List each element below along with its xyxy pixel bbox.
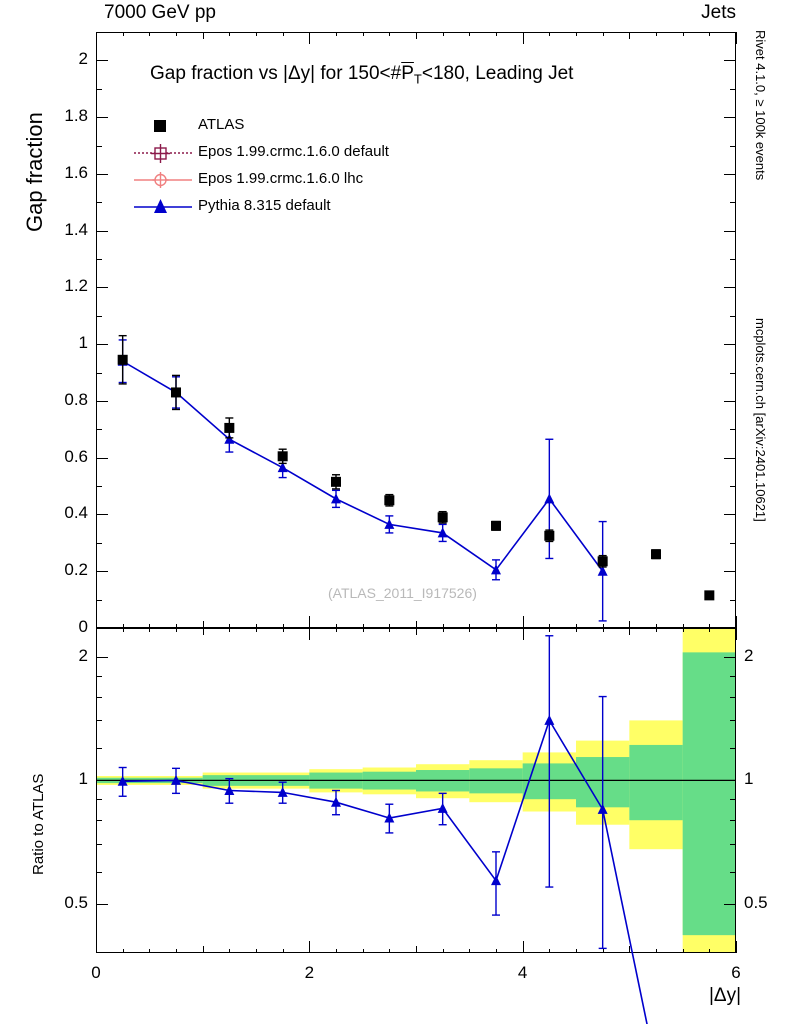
axis-tick [549, 628, 550, 632]
axis-tick [523, 628, 524, 632]
axis-tick [96, 486, 102, 487]
axis-tick [496, 32, 497, 36]
y-tick-label-ratio-right: 2 [744, 645, 754, 665]
y-tick-label-main: 1.6 [64, 162, 88, 182]
axis-tick [336, 32, 337, 36]
axis-tick [229, 949, 230, 953]
axis-tick [736, 941, 737, 953]
axis-tick [123, 949, 124, 953]
axis-tick [683, 949, 684, 953]
ratio-pythia-point [544, 636, 554, 887]
axis-tick [309, 32, 310, 36]
axis-tick [730, 600, 736, 601]
axis-tick [549, 949, 550, 953]
axis-tick [256, 949, 257, 953]
axis-tick [176, 32, 177, 36]
y-tick-label-main: 1.8 [64, 106, 88, 126]
axis-tick [96, 748, 102, 749]
axis-tick [96, 32, 97, 44]
axis-tick [443, 949, 444, 953]
axis-tick [149, 628, 150, 632]
axis-tick [730, 401, 736, 402]
axis-tick [176, 949, 177, 953]
header-left-label: 7000 GeV pp [104, 2, 216, 23]
axis-tick [96, 941, 97, 953]
axis-tick [283, 628, 284, 632]
legend-label: Pythia 8.315 default [198, 197, 331, 214]
axis-tick [283, 949, 284, 953]
axis-tick [730, 117, 736, 118]
y-tick-label-main: 1 [78, 333, 88, 353]
axis-tick [730, 89, 736, 90]
axis-tick [629, 32, 630, 36]
y-tick-label-ratio-left: 0.5 [64, 893, 88, 913]
axis-tick [656, 628, 657, 632]
axis-tick [709, 628, 710, 632]
axis-tick [730, 202, 736, 203]
axis-tick [730, 458, 736, 459]
y-tick-label-ratio-left: 1 [78, 769, 88, 789]
axis-tick [730, 316, 736, 317]
axis-tick [96, 401, 102, 402]
axis-tick [96, 676, 102, 677]
axis-tick [96, 904, 108, 905]
axis-tick [724, 657, 736, 658]
axis-tick [96, 628, 97, 640]
header-right-label: Jets [701, 2, 736, 23]
axis-tick [256, 628, 257, 632]
y-axis-title-main: Gap fraction [22, 112, 47, 232]
axis-tick [730, 344, 736, 345]
axis-tick [549, 32, 550, 36]
axis-tick [416, 628, 417, 632]
axis-tick [416, 32, 417, 36]
axis-tick [730, 820, 736, 821]
y-tick-label-main: 0.4 [64, 503, 88, 523]
ratio-pythia-point [384, 804, 394, 833]
axis-tick [96, 600, 102, 601]
axis-tick [730, 231, 736, 232]
axis-tick [469, 32, 470, 36]
rivet-version-label: Rivet 4.1.0, ≥ 100k events [753, 30, 768, 181]
x-tick-label: 0 [91, 963, 101, 982]
legend-label: Epos 1.99.crmc.1.6.0 default [198, 143, 389, 160]
axis-tick [176, 628, 177, 632]
axis-tick [603, 32, 604, 36]
axis-tick [496, 949, 497, 953]
axis-tick [523, 949, 524, 953]
axis-tick [730, 373, 736, 374]
axis-tick [683, 32, 684, 36]
axis-tick [309, 949, 310, 953]
axis-tick [730, 287, 736, 288]
axis-tick [96, 543, 102, 544]
axis-tick [96, 571, 102, 572]
axis-tick [96, 146, 102, 147]
axis-tick [730, 697, 736, 698]
x-tick-label: 4 [517, 963, 528, 982]
y-tick-label-main: 2 [78, 49, 88, 69]
axis-tick [730, 748, 736, 749]
axis-tick [229, 628, 230, 632]
axis-tick [96, 429, 102, 430]
x-axis-title: |Δy| [708, 985, 741, 1006]
axis-tick [730, 146, 736, 147]
axis-tick [730, 514, 736, 515]
axis-tick [96, 60, 102, 61]
axis-tick [96, 174, 102, 175]
plot-title-symbol: $\overline{P}$ [401, 63, 414, 84]
axis-tick [629, 628, 630, 632]
axis-tick [96, 780, 108, 781]
axis-tick [96, 344, 102, 345]
y-tick-label-ratio-left: 2 [78, 645, 88, 665]
axis-tick [389, 949, 390, 953]
axis-tick [96, 458, 102, 459]
axis-tick [709, 949, 710, 953]
axis-tick [576, 628, 577, 632]
axis-tick [96, 628, 108, 629]
axis-tick [724, 904, 736, 905]
axis-tick [736, 32, 737, 44]
y-tick-label-main: 0.6 [64, 446, 88, 466]
axis-tick [730, 60, 736, 61]
axis-tick [96, 316, 102, 317]
axis-tick [389, 32, 390, 36]
plot-title-post: <180, Leading Jet [421, 63, 574, 84]
y-tick-label-ratio-right: 1 [744, 769, 754, 789]
axis-tick [96, 720, 102, 721]
axis-tick [656, 32, 657, 36]
axis-tick [730, 486, 736, 487]
axis-tick [96, 657, 108, 658]
axis-tick [96, 872, 102, 873]
axis-tick [123, 628, 124, 632]
axis-tick [730, 429, 736, 430]
axis-tick [730, 872, 736, 873]
axis-tick [469, 628, 470, 632]
analysis-watermark: (ATLAS_2011_I917526) [328, 585, 477, 601]
axis-tick [629, 949, 630, 953]
axis-tick [309, 628, 310, 632]
axis-tick [96, 799, 102, 800]
axis-tick [443, 32, 444, 36]
axis-tick [123, 32, 124, 36]
axis-tick [389, 628, 390, 632]
arxiv-reference-label: mcplots.cern.ch [arXiv:2401.10621] [753, 318, 768, 522]
legend-label: Epos 1.99.crmc.1.6.0 lhc [198, 170, 364, 187]
axis-tick [149, 32, 150, 36]
axis-tick [96, 89, 102, 90]
x-tick-label: 6 [731, 963, 741, 982]
axis-tick [730, 720, 736, 721]
axis-tick [576, 32, 577, 36]
axis-tick [336, 628, 337, 632]
axis-tick [416, 949, 417, 953]
axis-tick [96, 514, 102, 515]
axis-tick [336, 949, 337, 953]
y-axis-title-ratio: Ratio to ATLAS [30, 773, 47, 875]
plot-title-subscript: T [413, 71, 422, 87]
axis-tick [149, 949, 150, 953]
axis-tick [256, 32, 257, 36]
axis-tick [96, 231, 102, 232]
axis-tick [736, 616, 737, 628]
axis-tick [496, 628, 497, 632]
y-tick-label-main: 1.4 [64, 219, 88, 239]
axis-tick [96, 820, 102, 821]
axis-tick [656, 949, 657, 953]
axis-tick [203, 949, 204, 953]
axis-tick [363, 949, 364, 953]
axis-tick [96, 117, 102, 118]
axis-tick [730, 844, 736, 845]
axis-tick [203, 628, 204, 632]
y-tick-label-ratio-right: 0.5 [744, 893, 768, 913]
axis-tick [724, 780, 736, 781]
axis-tick [709, 32, 710, 36]
ratio-pythia-line [123, 720, 656, 1024]
axis-tick [96, 373, 102, 374]
axis-tick [523, 32, 524, 36]
axis-tick [683, 628, 684, 632]
ratio-pythia-point [491, 852, 501, 915]
axis-tick [363, 628, 364, 632]
axis-tick [730, 571, 736, 572]
axis-tick [96, 202, 102, 203]
axis-tick [96, 616, 97, 628]
axis-tick [283, 32, 284, 36]
axis-tick [730, 543, 736, 544]
axis-tick [96, 287, 102, 288]
y-tick-label-main: 0.2 [64, 560, 88, 580]
axis-tick [730, 799, 736, 800]
axis-tick [96, 259, 102, 260]
axis-tick [576, 949, 577, 953]
axis-tick [730, 259, 736, 260]
axis-tick [469, 949, 470, 953]
axis-tick [724, 628, 736, 629]
y-tick-label-main: 0 [78, 617, 88, 636]
axis-tick [363, 32, 364, 36]
axis-tick [443, 628, 444, 632]
y-tick-label-main: 1.2 [64, 276, 88, 296]
axis-tick [603, 628, 604, 632]
axis-tick [203, 32, 204, 36]
plot-title-pre: Gap fraction vs |Δy| for 150<# [150, 63, 402, 84]
axis-tick [603, 949, 604, 953]
y-tick-label-main: 0.8 [64, 389, 88, 409]
axis-tick [730, 174, 736, 175]
axis-tick [736, 628, 737, 640]
x-tick-label: 2 [304, 963, 315, 982]
axis-tick [96, 844, 102, 845]
axis-tick [730, 676, 736, 677]
axis-tick [229, 32, 230, 36]
axis-tick [96, 697, 102, 698]
legend-label: ATLAS [198, 116, 245, 133]
